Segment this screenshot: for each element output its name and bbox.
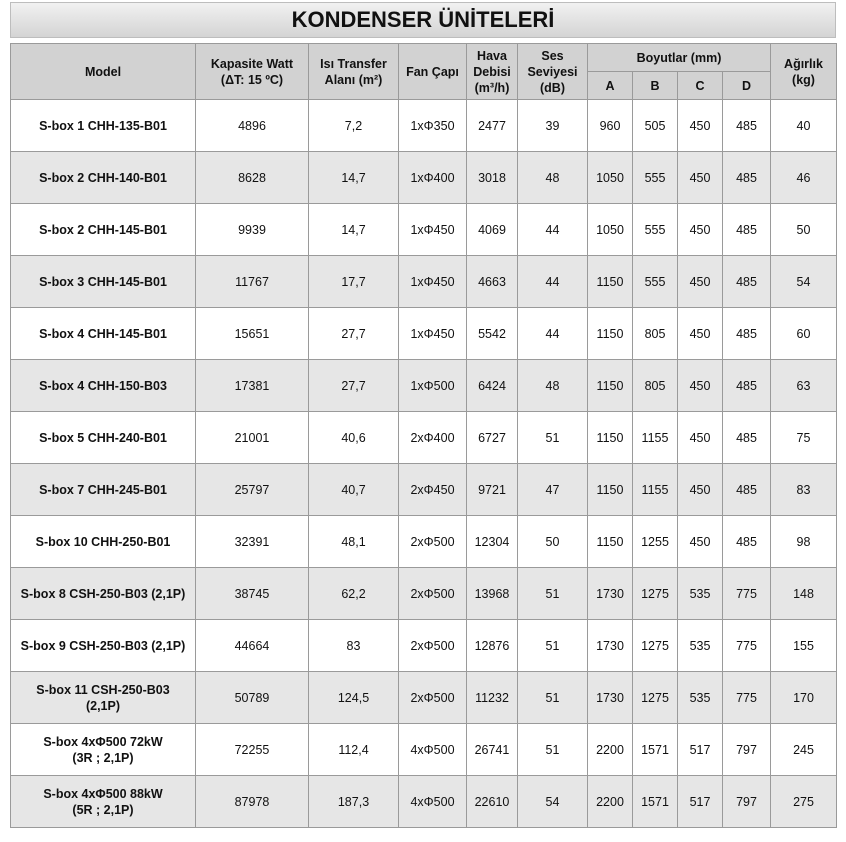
- cell-b: 1155: [633, 412, 678, 464]
- cell-fan: 1xΦ500: [399, 360, 467, 412]
- cell-d: 485: [723, 256, 771, 308]
- cell-area: 40,7: [309, 464, 399, 516]
- cell-airflow: 4069: [467, 204, 518, 256]
- col-header-model: Model: [11, 44, 196, 100]
- cell-c: 535: [678, 568, 723, 620]
- cell-airflow: 12304: [467, 516, 518, 568]
- cell-a: 1050: [588, 152, 633, 204]
- cell-capacity: 8628: [196, 152, 309, 204]
- cell-d: 797: [723, 724, 771, 776]
- cell-c: 450: [678, 360, 723, 412]
- cell-capacity: 32391: [196, 516, 309, 568]
- cell-weight: 60: [771, 308, 837, 360]
- cell-capacity: 87978: [196, 776, 309, 828]
- cell-capacity: 15651: [196, 308, 309, 360]
- cell-model: S-box 1 CHH-135-B01: [11, 100, 196, 152]
- cell-d: 775: [723, 620, 771, 672]
- cell-airflow: 6424: [467, 360, 518, 412]
- cell-area: 187,3: [309, 776, 399, 828]
- cell-airflow: 4663: [467, 256, 518, 308]
- cell-a: 1150: [588, 360, 633, 412]
- cell-area: 48,1: [309, 516, 399, 568]
- cell-b: 555: [633, 204, 678, 256]
- table-row: [11, 412, 837, 464]
- table-row: [11, 568, 837, 620]
- table-row: [11, 516, 837, 568]
- cell-weight: 245: [771, 724, 837, 776]
- cell-area: 40,6: [309, 412, 399, 464]
- cell-b: 1571: [633, 776, 678, 828]
- col-header-dim-a: A: [588, 72, 633, 100]
- cell-weight: 50: [771, 204, 837, 256]
- header-row: [11, 44, 837, 72]
- cell-a: 1150: [588, 412, 633, 464]
- cell-airflow: 9721: [467, 464, 518, 516]
- cell-c: 450: [678, 152, 723, 204]
- cell-area: 14,7: [309, 204, 399, 256]
- cell-d: 485: [723, 308, 771, 360]
- cell-sound: 44: [518, 308, 588, 360]
- cell-fan: 4xΦ500: [399, 724, 467, 776]
- table-row: [11, 464, 837, 516]
- cell-capacity: 21001: [196, 412, 309, 464]
- col-header-sound: Ses Seviyesi (dB): [518, 44, 588, 100]
- cell-b: 1571: [633, 724, 678, 776]
- table-row: [11, 204, 837, 256]
- cell-sound: 44: [518, 204, 588, 256]
- cell-a: 1150: [588, 256, 633, 308]
- cell-d: 485: [723, 204, 771, 256]
- cell-capacity: 50789: [196, 672, 309, 724]
- cell-weight: 98: [771, 516, 837, 568]
- cell-a: 1730: [588, 568, 633, 620]
- col-header-dim-b: B: [633, 72, 678, 100]
- cell-sound: 54: [518, 776, 588, 828]
- cell-model: S-box 4 CHH-150-B03: [11, 360, 196, 412]
- cell-weight: 63: [771, 360, 837, 412]
- cell-capacity: 44664: [196, 620, 309, 672]
- cell-airflow: 6727: [467, 412, 518, 464]
- cell-c: 517: [678, 724, 723, 776]
- cell-c: 517: [678, 776, 723, 828]
- cell-b: 805: [633, 308, 678, 360]
- cell-airflow: 11232: [467, 672, 518, 724]
- col-header-weight: Ağırlık (kg): [771, 44, 837, 100]
- cell-fan: 1xΦ400: [399, 152, 467, 204]
- cell-sound: 48: [518, 360, 588, 412]
- cell-airflow: 12876: [467, 620, 518, 672]
- cell-model: S-box 2 CHH-140-B01: [11, 152, 196, 204]
- cell-model: S-box 11 CSH-250-B03 (2,1P): [11, 672, 196, 724]
- cell-model: S-box 4xΦ500 88kW (5R ; 2,1P): [11, 776, 196, 828]
- cell-capacity: 72255: [196, 724, 309, 776]
- cell-d: 485: [723, 516, 771, 568]
- cell-capacity: 9939: [196, 204, 309, 256]
- cell-b: 1275: [633, 568, 678, 620]
- cell-fan: 1xΦ350: [399, 100, 467, 152]
- cell-model: S-box 2 CHH-145-B01: [11, 204, 196, 256]
- cell-a: 960: [588, 100, 633, 152]
- cell-weight: 75: [771, 412, 837, 464]
- cell-fan: 2xΦ500: [399, 672, 467, 724]
- col-header-dim-d: D: [723, 72, 771, 100]
- cell-capacity: 17381: [196, 360, 309, 412]
- cell-d: 485: [723, 152, 771, 204]
- cell-fan: 2xΦ500: [399, 568, 467, 620]
- cell-sound: 51: [518, 568, 588, 620]
- cell-d: 775: [723, 568, 771, 620]
- col-header-dim-c: C: [678, 72, 723, 100]
- cell-a: 1730: [588, 672, 633, 724]
- cell-sound: 48: [518, 152, 588, 204]
- cell-a: 1150: [588, 464, 633, 516]
- cell-airflow: 22610: [467, 776, 518, 828]
- cell-b: 555: [633, 256, 678, 308]
- cell-model: S-box 7 CHH-245-B01: [11, 464, 196, 516]
- cell-weight: 275: [771, 776, 837, 828]
- cell-fan: 2xΦ450: [399, 464, 467, 516]
- cell-weight: 46: [771, 152, 837, 204]
- cell-sound: 51: [518, 672, 588, 724]
- cell-a: 1150: [588, 308, 633, 360]
- cell-fan: 1xΦ450: [399, 256, 467, 308]
- cell-b: 1255: [633, 516, 678, 568]
- cell-sound: 51: [518, 412, 588, 464]
- cell-sound: 51: [518, 620, 588, 672]
- col-header-fan: Fan Çapı: [399, 44, 467, 100]
- cell-d: 485: [723, 412, 771, 464]
- cell-fan: 2xΦ500: [399, 620, 467, 672]
- cell-sound: 39: [518, 100, 588, 152]
- cell-model: S-box 3 CHH-145-B01: [11, 256, 196, 308]
- cell-a: 1050: [588, 204, 633, 256]
- cell-d: 485: [723, 100, 771, 152]
- cell-model: S-box 4xΦ500 72kW (3R ; 2,1P): [11, 724, 196, 776]
- cell-model: S-box 5 CHH-240-B01: [11, 412, 196, 464]
- cell-b: 505: [633, 100, 678, 152]
- cell-fan: 4xΦ500: [399, 776, 467, 828]
- cell-d: 485: [723, 360, 771, 412]
- cell-airflow: 13968: [467, 568, 518, 620]
- cell-sound: 51: [518, 724, 588, 776]
- cell-b: 1155: [633, 464, 678, 516]
- cell-a: 1730: [588, 620, 633, 672]
- cell-weight: 83: [771, 464, 837, 516]
- col-header-airflow: Hava Debisi (m³/h): [467, 44, 518, 100]
- cell-airflow: 3018: [467, 152, 518, 204]
- cell-area: 83: [309, 620, 399, 672]
- cell-model: S-box 9 CSH-250-B03 (2,1P): [11, 620, 196, 672]
- cell-area: 27,7: [309, 308, 399, 360]
- cell-weight: 148: [771, 568, 837, 620]
- cell-c: 450: [678, 412, 723, 464]
- cell-area: 112,4: [309, 724, 399, 776]
- table-row: [11, 256, 837, 308]
- cell-fan: 1xΦ450: [399, 308, 467, 360]
- table-row: [11, 724, 837, 776]
- cell-c: 450: [678, 256, 723, 308]
- cell-d: 485: [723, 464, 771, 516]
- table-row: [11, 308, 837, 360]
- table-row: [11, 620, 837, 672]
- cell-c: 450: [678, 100, 723, 152]
- cell-fan: 1xΦ450: [399, 204, 467, 256]
- cell-model: S-box 10 CHH-250-B01: [11, 516, 196, 568]
- cell-area: 27,7: [309, 360, 399, 412]
- cell-weight: 40: [771, 100, 837, 152]
- cell-d: 797: [723, 776, 771, 828]
- cell-area: 124,5: [309, 672, 399, 724]
- cell-sound: 44: [518, 256, 588, 308]
- cell-airflow: 26741: [467, 724, 518, 776]
- col-header-capacity: Kapasite Watt (ΔT: 15 ºC): [196, 44, 309, 100]
- cell-fan: 2xΦ500: [399, 516, 467, 568]
- cell-area: 7,2: [309, 100, 399, 152]
- cell-c: 450: [678, 464, 723, 516]
- col-header-dimensions: Boyutlar (mm): [588, 44, 771, 72]
- cell-a: 2200: [588, 724, 633, 776]
- cell-a: 2200: [588, 776, 633, 828]
- cell-model: S-box 4 CHH-145-B01: [11, 308, 196, 360]
- cell-sound: 50: [518, 516, 588, 568]
- cell-c: 450: [678, 204, 723, 256]
- cell-airflow: 5542: [467, 308, 518, 360]
- col-header-area: Isı Transfer Alanı (m²): [309, 44, 399, 100]
- cell-b: 1275: [633, 620, 678, 672]
- page-title: KONDENSER ÜNİTELERİ: [10, 2, 836, 38]
- cell-c: 450: [678, 308, 723, 360]
- cell-sound: 47: [518, 464, 588, 516]
- condenser-spec-table: [10, 43, 837, 828]
- cell-weight: 54: [771, 256, 837, 308]
- cell-capacity: 25797: [196, 464, 309, 516]
- cell-c: 535: [678, 620, 723, 672]
- cell-b: 1275: [633, 672, 678, 724]
- cell-model: S-box 8 CSH-250-B03 (2,1P): [11, 568, 196, 620]
- cell-a: 1150: [588, 516, 633, 568]
- cell-c: 450: [678, 516, 723, 568]
- table-row: [11, 776, 837, 828]
- cell-capacity: 4896: [196, 100, 309, 152]
- cell-b: 555: [633, 152, 678, 204]
- table-row: [11, 152, 837, 204]
- cell-b: 805: [633, 360, 678, 412]
- cell-area: 62,2: [309, 568, 399, 620]
- cell-airflow: 2477: [467, 100, 518, 152]
- table-row: [11, 672, 837, 724]
- cell-d: 775: [723, 672, 771, 724]
- table-row: [11, 100, 837, 152]
- cell-c: 535: [678, 672, 723, 724]
- cell-capacity: 11767: [196, 256, 309, 308]
- cell-weight: 170: [771, 672, 837, 724]
- cell-area: 17,7: [309, 256, 399, 308]
- table-row: [11, 360, 837, 412]
- cell-area: 14,7: [309, 152, 399, 204]
- cell-weight: 155: [771, 620, 837, 672]
- cell-fan: 2xΦ400: [399, 412, 467, 464]
- cell-capacity: 38745: [196, 568, 309, 620]
